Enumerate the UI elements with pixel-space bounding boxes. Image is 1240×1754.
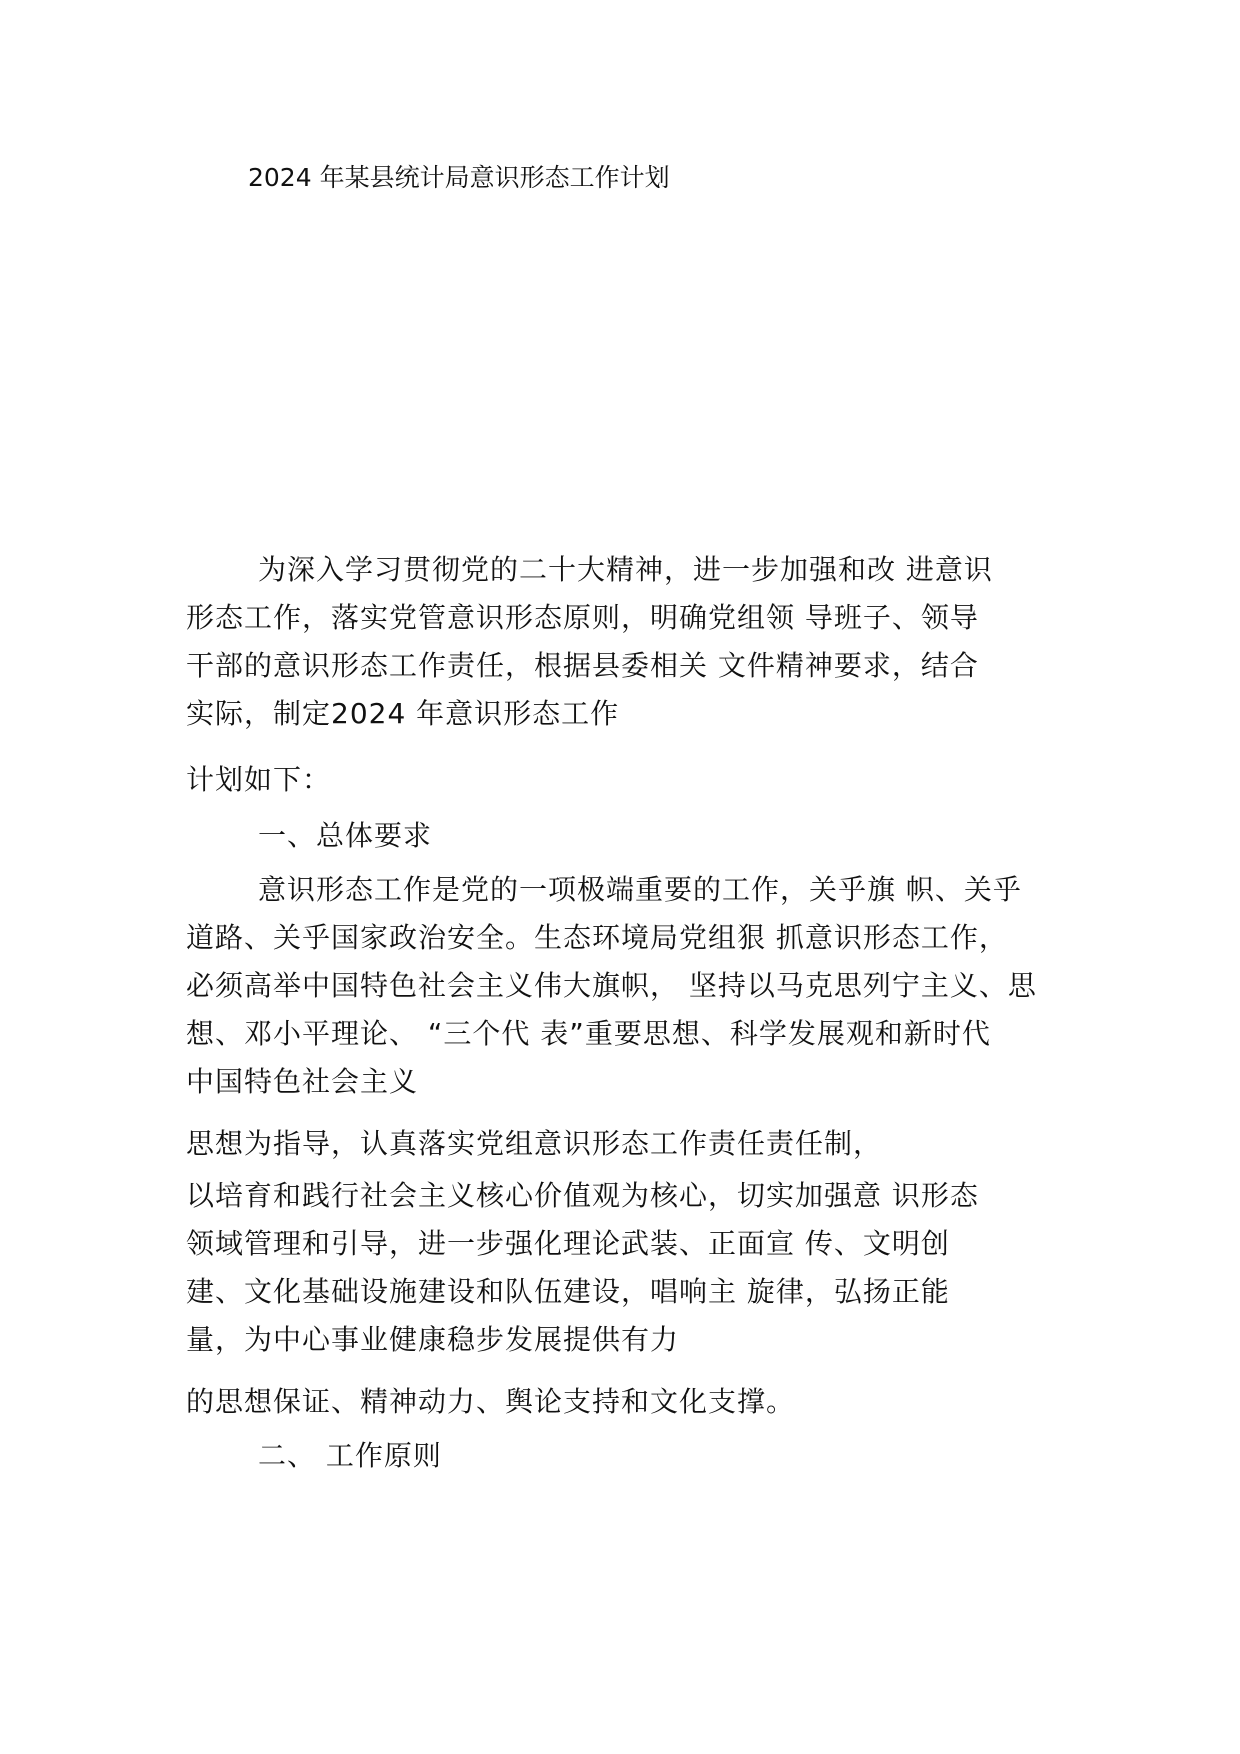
section1-line-10: 量，为中心事业健康稳步发展提供有力 <box>186 1323 680 1356</box>
intro-line-3: 干部的意识形态工作责任，根据县委相关 文件精神要求，结合 <box>186 649 979 682</box>
intro-line-1: 为深入学习贯彻党的二十大精神，进一步加强和改 进意识 <box>258 553 993 586</box>
intro-line-2: 形态工作，落实党管意识形态原则，明确党组领 导班子、领导 <box>186 601 979 634</box>
section1-line-2: 道路、关乎国家政治安全。生态环境局党组狠 抓意识形态工作， <box>186 921 1008 954</box>
section1-line-7: 以培育和践行社会主义核心价值观为核心，切实加强意 识形态 <box>186 1179 979 1212</box>
section1-line-11: 的思想保证、精神动力、舆论支持和文化支撑。 <box>186 1385 796 1418</box>
section1-line-1: 意识形态工作是党的一项极端重要的工作，关乎旗 帜、关乎 <box>258 873 1022 906</box>
intro-line-4: 实际，制定2024 年意识形态工作 <box>186 697 620 730</box>
page-title: 2024 年某县统计局意识形态工作计划 <box>248 163 670 192</box>
intro-line-5: 计划如下： <box>186 763 332 796</box>
section1-line-8: 领域管理和引导，进一步强化理论武装、正面宣 传、文明创 <box>186 1227 950 1260</box>
section1-line-4: 想、邓小平理论、 “三个代 表”重要思想、科学发展观和新时代 <box>186 1017 991 1050</box>
section1-heading: 一、总体要求 <box>258 819 433 852</box>
section1-line-6: 思想为指导，认真落实党组意识形态工作责任责任制， <box>186 1127 883 1160</box>
section1-line-3: 必须高举中国特色社会主义伟大旗帜， 坚持以马克思列宁主义、思 <box>186 969 1037 1002</box>
section1-line-5: 中国特色社会主义 <box>186 1065 419 1098</box>
section1-line-9: 建、文化基础设施建设和队伍建设，唱响主 旋律，弘扬正能 <box>186 1275 950 1308</box>
section2-heading: 二、 工作原则 <box>258 1439 442 1472</box>
